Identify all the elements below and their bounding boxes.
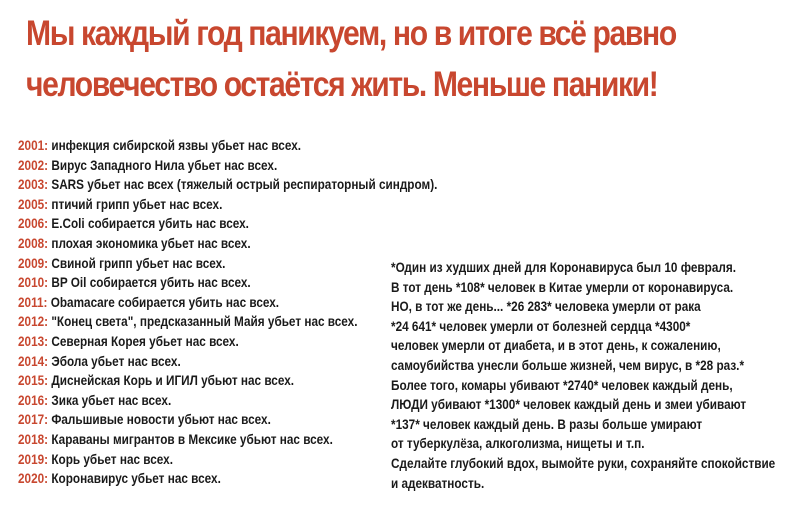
timeline-year: 2012: xyxy=(18,313,49,330)
timeline-year: 2006: xyxy=(18,215,49,232)
timeline-item xyxy=(18,332,437,352)
timeline-item xyxy=(18,293,437,313)
timeline-year: 2010: xyxy=(18,274,49,291)
timeline-year: 2019: xyxy=(18,450,49,467)
timeline-year: 2001: xyxy=(18,137,49,153)
facts-line: ЛЮДИ убивают *1300* человек каждый день и змеи убивают xyxy=(391,396,747,413)
timeline-item xyxy=(18,391,437,411)
timeline-text: Диснейская Корь и ИГИЛ убьют нас всех. xyxy=(51,372,295,389)
timeline-item xyxy=(18,410,437,430)
timeline-year: 2017: xyxy=(18,411,49,428)
facts-line: *137* человек каждый день. В разы больше умирают xyxy=(391,415,703,432)
timeline-item xyxy=(18,234,437,254)
facts-line: *24 641* человек умерли от болезней сердца *4300* xyxy=(391,317,691,334)
timeline-item xyxy=(18,156,437,176)
timeline-text: Зика убьет нас всех. xyxy=(51,391,172,408)
timeline-year: 2020: xyxy=(18,470,49,487)
timeline-text: Свиной грипп убьет нас всех. xyxy=(51,254,226,271)
headline xyxy=(26,8,680,110)
headline-line-2: человечество остаётся жить. Меньше паники! xyxy=(26,65,658,104)
timeline-year: 2011: xyxy=(18,293,48,310)
timeline-year: 2009: xyxy=(18,254,49,271)
timeline-text: инфекция сибирской язвы убьет нас всех. xyxy=(51,137,302,153)
headline-line-1: Мы каждый год паникуем, но в итоге всё равно xyxy=(26,14,676,53)
facts-line: самоубийства унесли больше жизней, чем вирус, в *28 раз.* xyxy=(391,356,745,373)
timeline-item xyxy=(18,136,437,156)
timeline-item xyxy=(18,352,437,372)
timeline-text: Фальшивые новости убьют нас всех. xyxy=(51,411,271,428)
timeline-text: Эбола убьет нас всех. xyxy=(51,352,181,369)
timeline-item xyxy=(18,430,437,450)
timeline-item xyxy=(18,214,437,234)
facts-paragraph xyxy=(391,258,800,493)
facts-line: НО, в тот же день... *26 283* человека умерли от рака xyxy=(391,298,701,315)
timeline-text: Караваны мигрантов в Мексике убьют нас всех. xyxy=(51,430,333,447)
timeline-text: Северная Корея убьет нас всех. xyxy=(51,332,239,349)
timeline-year: 2014: xyxy=(18,352,49,369)
timeline-year: 2013: xyxy=(18,332,49,349)
timeline-text: SARS убьет нас всех (тяжелый острый респираторный синдром). xyxy=(51,176,438,193)
facts-line: Сделайте глубокий вдох, вымойте руки, сохраняйте спокойствие xyxy=(391,454,776,471)
timeline-year: 2016: xyxy=(18,391,49,408)
timeline-item xyxy=(18,312,437,332)
timeline-text: птичий грипп убьет нас всех. xyxy=(51,195,223,212)
timeline-item xyxy=(18,450,437,470)
timeline-item xyxy=(18,371,437,391)
timeline-year: 2008: xyxy=(18,234,49,251)
timeline-item xyxy=(18,273,437,293)
timeline-year: 2015: xyxy=(18,372,49,389)
facts-line: человек умерли от диабета, и в этот день, к сожалению, xyxy=(391,337,721,354)
facts-line: и адекватность. xyxy=(391,474,485,491)
timeline-text: Вирус Западного Нила убьет нас всех. xyxy=(51,156,278,173)
timeline-text: E.Coli собирается убить нас всех. xyxy=(51,215,249,232)
timeline-item xyxy=(18,175,437,195)
facts-line: *Один из худших дней для Коронавируса был 10 февраля. xyxy=(391,259,736,275)
timeline-year: 2002: xyxy=(18,156,49,173)
timeline-item xyxy=(18,254,437,274)
facts-line: Более того, комары убивают *2740* человек каждый день, xyxy=(391,376,733,393)
timeline-year: 2003: xyxy=(18,176,49,193)
facts-line: от туберкулёза, алкоголизма, нищеты и т.п. xyxy=(391,435,645,452)
timeline-text: "Конец света", предсказанный Майя убьет нас всех. xyxy=(51,313,358,330)
timeline-text: Коронавирус убьет нас всех. xyxy=(51,470,221,487)
timeline-item xyxy=(18,469,437,489)
timeline-text: плохая экономика убьет нас всех. xyxy=(51,234,251,251)
timeline-year: 2018: xyxy=(18,430,49,447)
timeline-item xyxy=(18,195,437,215)
timeline-text: Корь убьет нас всех. xyxy=(51,450,173,467)
timeline-text: Obamacare собирается убить нас всех. xyxy=(50,293,280,310)
timeline-text: BP Oil собирается убить нас всех. xyxy=(51,274,251,291)
timeline-year: 2005: xyxy=(18,195,49,212)
facts-line: В тот день *108* человек в Китае умерли от коронавируса. xyxy=(391,278,734,295)
